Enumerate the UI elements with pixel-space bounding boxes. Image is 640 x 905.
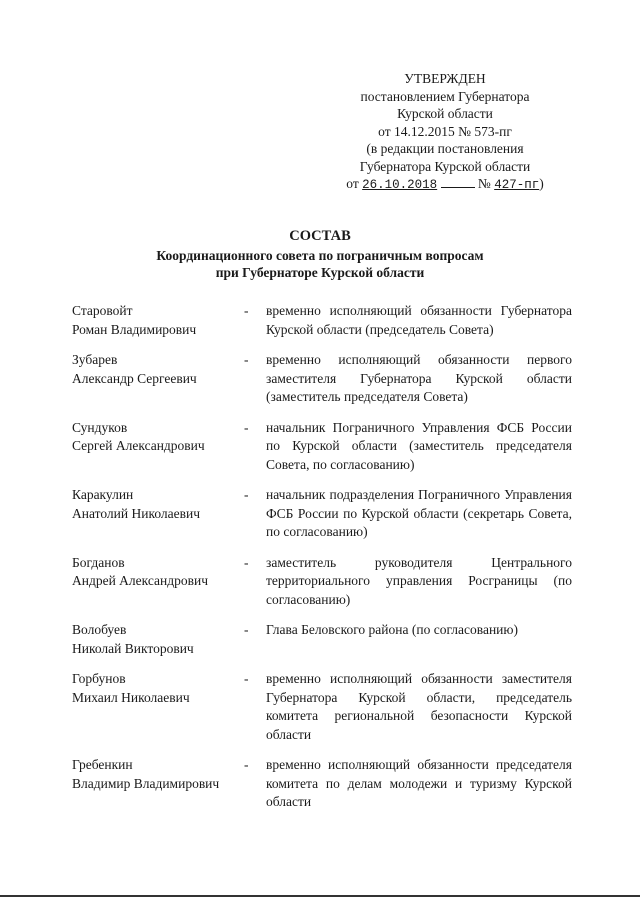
member-surname: Богданов [72, 554, 125, 570]
page-bottom-edge [0, 895, 640, 897]
member-name [72, 351, 240, 407]
document-title: СОСТАВ [289, 228, 351, 244]
member-role: Глава Беловского района (по согласованию) [266, 622, 518, 637]
member-given-name: Владимир Владимирович [72, 775, 220, 791]
member-dash: - [244, 419, 249, 435]
member-surname: Старовойт [72, 303, 133, 318]
revision-date: 26.10.2018 [362, 178, 438, 192]
member-entry [72, 554, 572, 610]
member-role: временно исполняющий обязанности Губернатора Курской области (председатель Совета) [266, 303, 572, 337]
member-dash: - [244, 554, 249, 570]
member-given-name: Роман Владимирович [72, 321, 197, 337]
member-surname: Гребенкин [72, 757, 133, 772]
approval-block [330, 70, 560, 195]
member-entry [72, 756, 572, 812]
member-entry [72, 351, 572, 407]
member-name [72, 670, 240, 744]
member-name [72, 554, 240, 610]
approval-revision-date-line [330, 175, 560, 195]
member-role: заместитель руководителя Центрального территориального управления Росграницы (по согласованию) [266, 554, 572, 607]
approval-decree-line: постановлением Губернатора [360, 88, 530, 104]
closing-paren: ) [539, 176, 544, 191]
member-name [72, 419, 240, 475]
member-entry [72, 419, 572, 475]
member-given-name: Анатолий Николаевич [72, 505, 200, 521]
member-entry [72, 670, 572, 744]
approval-region-line: Курской области [397, 106, 493, 121]
date-blank-underline [441, 175, 475, 188]
member-surname: Волобуев [72, 622, 127, 637]
date-prefix: от [346, 176, 359, 191]
member-entry [72, 621, 572, 658]
member-given-name: Андрей Александрович [72, 573, 209, 588]
member-given-name: Николай Викторович [72, 640, 194, 656]
members-list [72, 302, 572, 812]
approval-title: УТВЕРЖДЕН [404, 71, 486, 86]
member-role: начальник Пограничного Управления ФСБ России по Курской области (заместитель председателя Совета, по согласованию) [266, 419, 572, 472]
member-name [72, 621, 240, 658]
member-name [72, 756, 240, 812]
member-dash: - [244, 757, 249, 772]
member-surname: Каракулин [72, 487, 134, 502]
member-name [72, 486, 240, 542]
member-dash: - [244, 671, 249, 686]
member-given-name: Сергей Александрович [72, 438, 205, 453]
member-dash: - [244, 352, 249, 367]
revision-number: 427-пг [494, 178, 540, 192]
member-role: временно исполняющий обязанности заместителя Губернатора Курской области, председатель комитета региональной безопасности Курской области [266, 671, 572, 742]
member-dash: - [244, 303, 249, 318]
member-dash: - [244, 622, 249, 637]
member-entry [72, 302, 572, 339]
member-name [72, 302, 240, 339]
number-prefix: № [477, 176, 491, 191]
member-given-name: Александр Сергеевич [72, 370, 197, 386]
approval-revision-line: (в редакции постановления [366, 141, 524, 156]
member-surname: Сундуков [72, 419, 128, 435]
member-surname: Горбунов [72, 671, 126, 686]
member-surname: Зубарев [72, 352, 118, 367]
member-given-name: Михаил Николаевич [72, 689, 190, 705]
approval-governor-line: Губернатора Курской области [359, 158, 531, 174]
member-role: начальник подразделения Пограничного Управления ФСБ России по Курской области (секретарь Совета, по согласованию) [266, 487, 572, 539]
document-subtitle-line2: при Губернаторе Курской области [215, 265, 425, 280]
member-role: временно исполняющий обязанности председателя комитета по делам молодежи и туризму Курской области [266, 757, 572, 809]
member-dash: - [244, 487, 249, 502]
document-subtitle-line1: Координационного совета по пограничным вопросам [156, 248, 484, 263]
member-role: временно исполняющий обязанности первого заместителя Губернатора Курской области (заместитель председателя Совета) [266, 352, 572, 404]
approval-date-number-line: от 14.12.2015 № 573-пг [378, 123, 512, 139]
document-heading [40, 228, 600, 281]
member-entry [72, 486, 572, 542]
